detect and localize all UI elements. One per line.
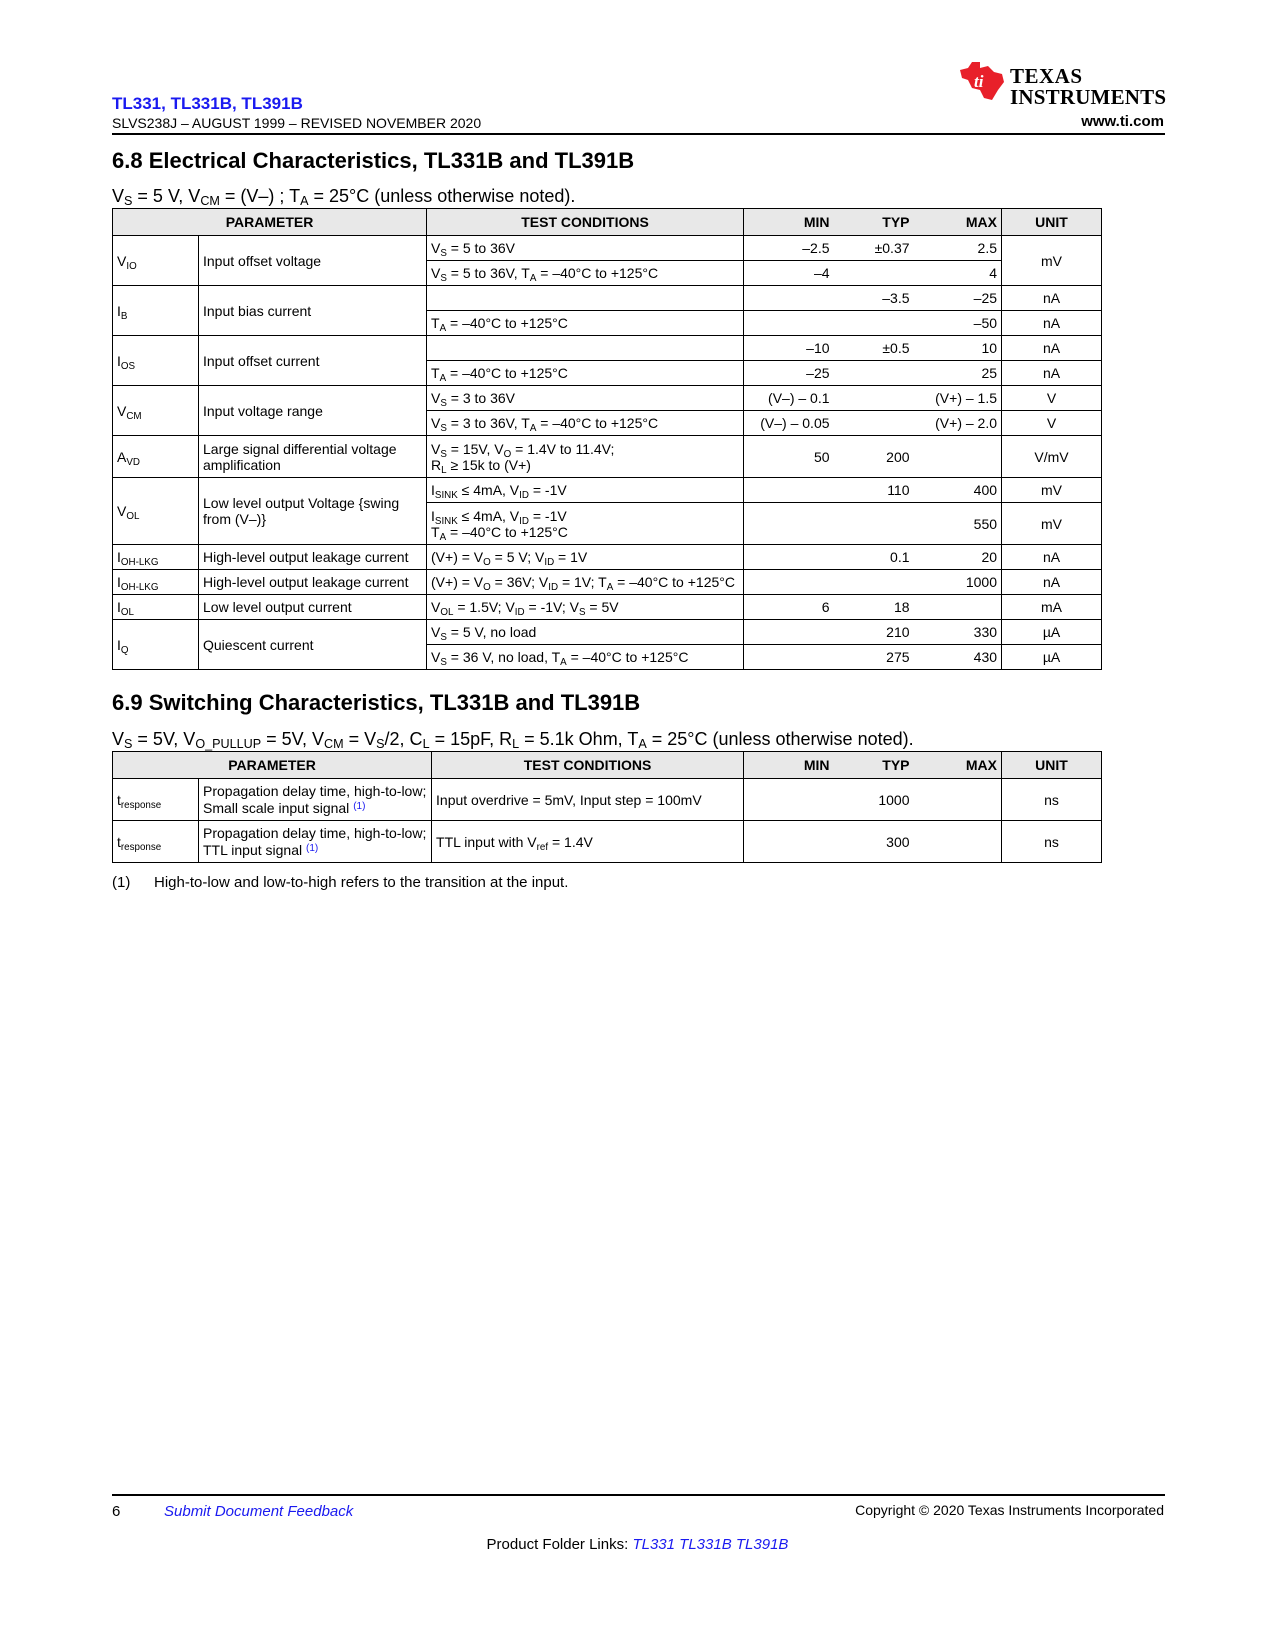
value-unit: µA: [1002, 645, 1102, 670]
table-row: [113, 436, 1102, 478]
value-max: 25: [914, 361, 1002, 386]
ti-logo: [958, 60, 1168, 110]
table-row: [113, 620, 1102, 645]
section-6-9-conditions: $V_S = 5V$, $V_{O\_PULLUP} = 5V$, $V_{CM} = V_S/2$, $C_L = 15pF$, $R_L = 5.1k$ Ohm, $T_A = 25^\circ C$ (unless otherwise noted).: [112, 729, 914, 751]
table-header-row: [113, 209, 1102, 236]
param-symbol: $I_{OH-LKG}$: [113, 570, 199, 595]
value-min: [744, 478, 834, 503]
test-condition: $I_{SINK} \le 4mA$, $V_{ID} = -1V$ $T_A = -40^\circ C$ to +125°C: [427, 503, 744, 545]
test-condition: $V_S = 36$ V, no load, $T_A = -40^\circ C$ to +125°C: [427, 645, 744, 670]
value-max: (V+) – 1.5: [914, 386, 1002, 411]
param-description: Large signal differential voltage amplification: [199, 436, 427, 478]
value-unit: nA: [1002, 311, 1102, 336]
value-max: [914, 779, 1002, 821]
value-typ: ±0.5: [834, 336, 914, 361]
header-min: MIN: [744, 209, 834, 236]
submit-feedback-link[interactable]: Submit Document Feedback: [164, 1503, 354, 1520]
param-description: Input bias current: [199, 286, 427, 336]
copyright: Copyright © 2020 Texas Instruments Incorporated: [855, 1502, 1164, 1518]
electrical-characteristics-table: [112, 208, 1102, 670]
param-symbol: $I_{OS}$: [113, 336, 199, 386]
value-unit: mV: [1002, 478, 1102, 503]
value-max: 1000: [914, 570, 1002, 595]
test-condition: $V_S = 5$ V, no load: [427, 620, 744, 645]
value-min: 6: [744, 595, 834, 620]
value-min: 50: [744, 436, 834, 478]
param-symbol: $V_{IO}$: [113, 236, 199, 286]
section-6-9-title: 6.9 Switching Characteristics, TL331B and TL391B: [112, 690, 641, 715]
footnote-ref-link[interactable]: (1): [305, 843, 319, 854]
param-description: Input voltage range: [199, 386, 427, 436]
test-condition: $T_A = -40^\circ C$ to +125°C: [427, 311, 744, 336]
value-typ: 275: [834, 645, 914, 670]
table-row: [113, 570, 1102, 595]
header-rule: [112, 133, 1165, 135]
value-typ: 210: [834, 620, 914, 645]
test-condition: TTL input with $V_{ref} = 1.4V$: [432, 821, 744, 863]
value-unit: V/mV: [1002, 436, 1102, 478]
header-min: MIN: [744, 752, 834, 779]
value-min: [744, 620, 834, 645]
value-min: (V–) – 0.05: [744, 411, 834, 436]
section-6-8-conditions: $V_S = 5$ V, $V_{CM} = (V-)$ ; $T_A = 25^\circ C$ (unless otherwise noted).: [112, 186, 576, 208]
value-min: –25: [744, 361, 834, 386]
value-min: [744, 545, 834, 570]
logo-text-instruments: INSTRUMENTS: [1010, 85, 1167, 109]
value-unit: nA: [1002, 336, 1102, 361]
param-description: High-level output leakage current: [199, 570, 427, 595]
test-condition: $V_S = 15V$, $V_O = 1.4V$ to 11.4V; $R_L \ge 15k$ to (V+): [427, 436, 744, 478]
product-link-tl331[interactable]: TL331: [632, 1536, 675, 1553]
section-6-8-title: 6.8 Electrical Characteristics, TL331B and TL391B: [112, 148, 635, 173]
value-min: [744, 286, 834, 311]
header-max: MAX: [914, 209, 1002, 236]
logo-text-texas: TEXAS: [1010, 64, 1083, 88]
table-row: [113, 779, 1102, 821]
test-condition: $V_S = 3$ to 36V: [427, 386, 744, 411]
param-symbol: $V_{OL}$: [113, 478, 199, 545]
product-folder-links: Product Folder Links: TL331 TL331B TL391B: [486, 1536, 789, 1553]
value-typ: 300: [834, 821, 914, 863]
table-row: [113, 545, 1102, 570]
test-condition: $(V+) = V_O = 5$ V; $V_{ID} = 1V$: [427, 545, 744, 570]
param-description: Low level output current: [199, 595, 427, 620]
value-typ: 200: [834, 436, 914, 478]
value-typ: [834, 361, 914, 386]
test-condition: [427, 336, 744, 361]
value-min: –2.5: [744, 236, 834, 261]
value-unit: ns: [1002, 821, 1102, 863]
value-unit: V: [1002, 386, 1102, 411]
value-max: (V+) – 2.0: [914, 411, 1002, 436]
footer-rule: [112, 1494, 1165, 1496]
ti-map-icon: [958, 60, 1006, 104]
website-link[interactable]: www.ti.com: [1081, 113, 1164, 130]
value-typ: 0.1: [834, 545, 914, 570]
test-condition: $V_S = 5$ to 36V, $T_A = -40^\circ C$ to +125°C: [427, 261, 744, 286]
table-row: [113, 336, 1102, 361]
value-typ: [834, 411, 914, 436]
table-row: [113, 478, 1102, 503]
value-max: 400: [914, 478, 1002, 503]
value-typ: 110: [834, 478, 914, 503]
param-symbol: $I_{OH-LKG}$: [113, 545, 199, 570]
value-max: [914, 595, 1002, 620]
param-description: High-level output leakage current: [199, 545, 427, 570]
param-description: Quiescent current: [199, 620, 427, 670]
value-typ: [834, 503, 914, 545]
value-unit: nA: [1002, 545, 1102, 570]
param-symbol: $A_{VD}$: [113, 436, 199, 478]
table-row: [113, 821, 1102, 863]
param-symbol: $t_{response}$: [113, 821, 199, 863]
value-unit: mV: [1002, 503, 1102, 545]
test-condition: $T_A = -40^\circ C$ to +125°C: [427, 361, 744, 386]
header-max: MAX: [914, 752, 1002, 779]
value-unit: µA: [1002, 620, 1102, 645]
switching-characteristics-table: [112, 751, 1102, 863]
value-max: 430: [914, 645, 1002, 670]
value-unit: nA: [1002, 361, 1102, 386]
footnote-number: (1): [112, 874, 131, 891]
value-max: 2.5: [914, 236, 1002, 261]
value-typ: [834, 386, 914, 411]
value-unit: nA: [1002, 570, 1102, 595]
svg-text:ti: ti: [974, 72, 984, 91]
table-row: [113, 386, 1102, 411]
value-typ: [834, 261, 914, 286]
value-typ: –3.5: [834, 286, 914, 311]
value-min: [744, 779, 834, 821]
value-max: 550: [914, 503, 1002, 545]
param-description: Low level output Voltage {swing from (V–)}: [199, 478, 427, 545]
document-title-link[interactable]: TL331, TL331B, TL391B: [112, 94, 303, 113]
value-max: 330: [914, 620, 1002, 645]
value-min: [744, 503, 834, 545]
header-parameter: PARAMETER: [113, 752, 432, 779]
value-min: [744, 570, 834, 595]
header-test-conditions: TEST CONDITIONS: [432, 752, 744, 779]
test-condition: $V_{OL} = 1.5V$; $V_{ID} = -1V$; $V_S = 5V$: [427, 595, 744, 620]
value-min: [744, 645, 834, 670]
header-parameter: PARAMETER: [113, 209, 427, 236]
header-unit: UNIT: [1002, 209, 1102, 236]
test-condition: $V_S = 3$ to 36V, $T_A = -40^\circ C$ to +125°C: [427, 411, 744, 436]
value-min: –4: [744, 261, 834, 286]
value-unit: mA: [1002, 595, 1102, 620]
value-unit: ns: [1002, 779, 1102, 821]
value-max: 10: [914, 336, 1002, 361]
header-unit: UNIT: [1002, 752, 1102, 779]
value-max: 4: [914, 261, 1002, 286]
param-symbol: $t_{response}$: [113, 779, 199, 821]
test-condition: $I_{SINK} \le 4mA$, $V_{ID} = -1V$: [427, 478, 744, 503]
value-unit: nA: [1002, 286, 1102, 311]
test-condition: $V_S = 5$ to 36V: [427, 236, 744, 261]
table-row: [113, 236, 1102, 261]
page-number: 6: [112, 1503, 121, 1520]
value-min: (V–) – 0.1: [744, 386, 834, 411]
value-typ: 18: [834, 595, 914, 620]
value-typ: ±0.37: [834, 236, 914, 261]
value-max: [914, 436, 1002, 478]
value-typ: [834, 311, 914, 336]
value-max: 20: [914, 545, 1002, 570]
product-link-tl331b[interactable]: TL331B: [679, 1536, 732, 1553]
value-min: [744, 821, 834, 863]
param-description: Propagation delay time, high-to-low; Small scale input signal $^{(1)}$: [199, 779, 432, 821]
footnote-text: High-to-low and low-to-high refers to the transition at the input.: [154, 874, 569, 891]
table-row: [113, 595, 1102, 620]
value-unit: V: [1002, 411, 1102, 436]
test-condition: Input overdrive = 5mV, Input step = 100mV: [432, 779, 744, 821]
param-description: Input offset voltage: [199, 236, 427, 286]
param-description: Input offset current: [199, 336, 427, 386]
value-unit: mV: [1002, 236, 1102, 286]
value-max: –25: [914, 286, 1002, 311]
value-min: –10: [744, 336, 834, 361]
test-condition: $(V+) = V_O = 36V$; $V_{ID} = 1V$; $T_A = -40^\circ C$ to +125°C: [427, 570, 744, 595]
value-min: [744, 311, 834, 336]
test-condition: [427, 286, 744, 311]
header-typ: TYP: [834, 209, 914, 236]
table-header-row: [113, 752, 1102, 779]
param-symbol: $V_{CM}$: [113, 386, 199, 436]
value-max: [914, 821, 1002, 863]
table-row: [113, 286, 1102, 311]
product-link-tl391b[interactable]: TL391B: [735, 1536, 789, 1553]
document-id: SLVS238J – AUGUST 1999 – REVISED NOVEMBER 2020: [112, 115, 482, 131]
param-symbol: $I_Q$: [113, 620, 199, 670]
value-typ: [834, 570, 914, 595]
header-test-conditions: TEST CONDITIONS: [427, 209, 744, 236]
param-symbol: $I_B$: [113, 286, 199, 336]
header-typ: TYP: [834, 752, 914, 779]
param-description: Propagation delay time, high-to-low; TTL input signal $^{(1)}$: [199, 821, 432, 863]
footnote-ref-link[interactable]: (1): [353, 801, 366, 812]
value-typ: 1000: [834, 779, 914, 821]
param-symbol: $I_{OL}$: [113, 595, 199, 620]
value-max: –50: [914, 311, 1002, 336]
